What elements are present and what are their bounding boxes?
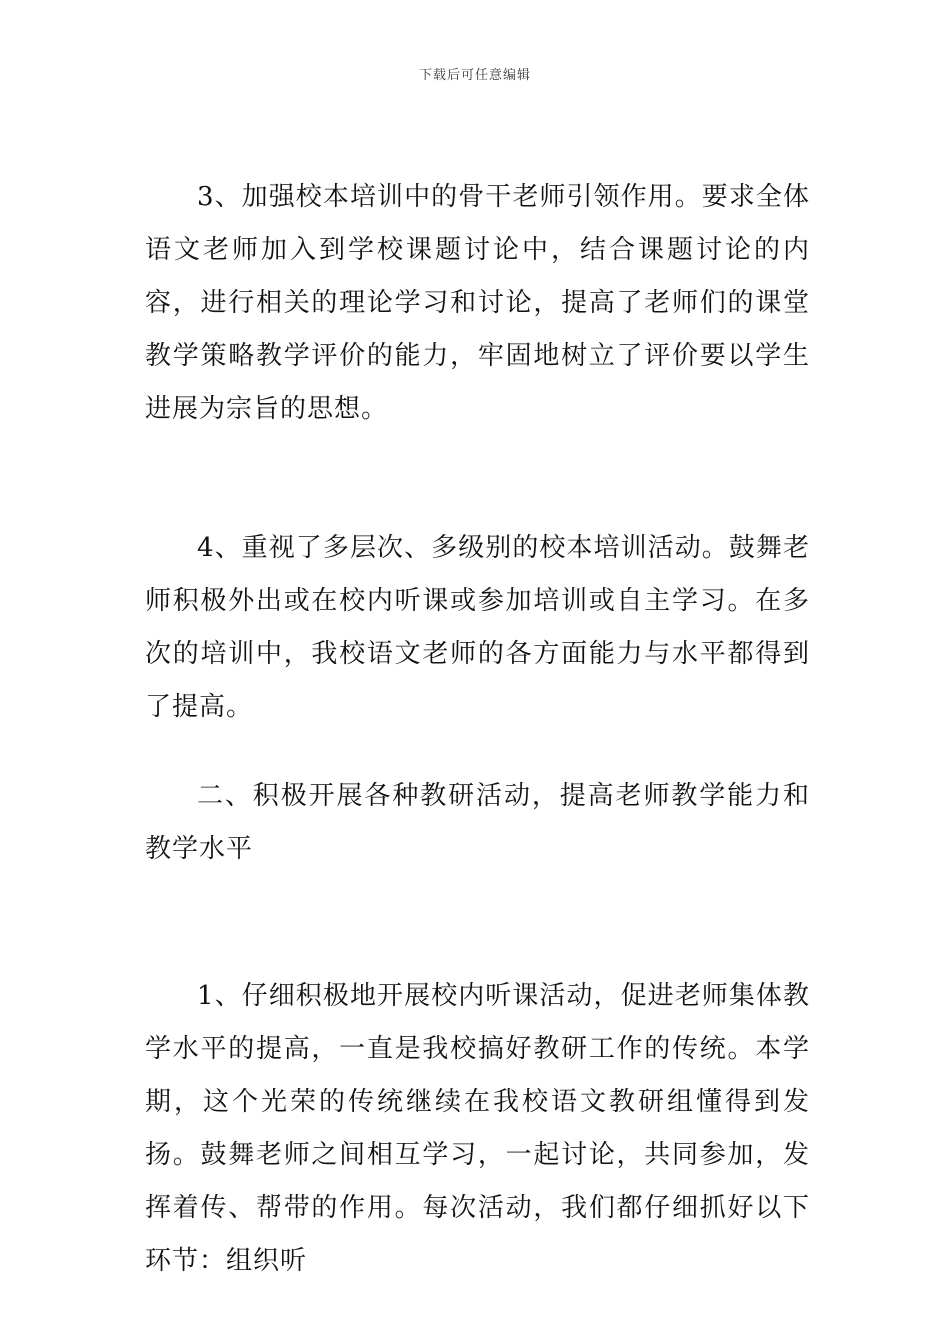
section-heading-teaching-research: 二、积极开展各种教研活动，提高老师教学能力和教学水平 bbox=[145, 781, 810, 864]
header-note: 下载后可任意编辑 bbox=[418, 68, 531, 83]
paragraph-1-lesson-observation: 1、仔细积极地开展校内听课活动，促进老师集体教学水平的提高，一直是我校搞好教研工作的传统。本学期，这个光荣的传统继续在我校语文教研组懂得到发扬。鼓舞老师之间相互学习，一起讨论，共同参加，发挥着传、帮带的作用。每次活动，我们都仔细抓好以下环节：组织听 bbox=[145, 981, 810, 1276]
paragraph-3-backbone-teachers: 3、加强校本培训中的骨干老师引领作用。要求全体语文老师加入到学校课题讨论中，结合课题讨论的内容，进行相关的理论学习和讨论，提高了老师们的课堂教学策略教学评价的能力，牢固地树立了评价要以学生进展为宗旨的思想。 bbox=[145, 182, 810, 424]
paragraph-4-multi-level-training: 4、重视了多层次、多级别的校本培训活动。鼓舞老师积极外出或在校内听课或参加培训或自主学习。在多次的培训中，我校语文老师的各方面能力与水平都得到了提高。 bbox=[145, 533, 810, 722]
